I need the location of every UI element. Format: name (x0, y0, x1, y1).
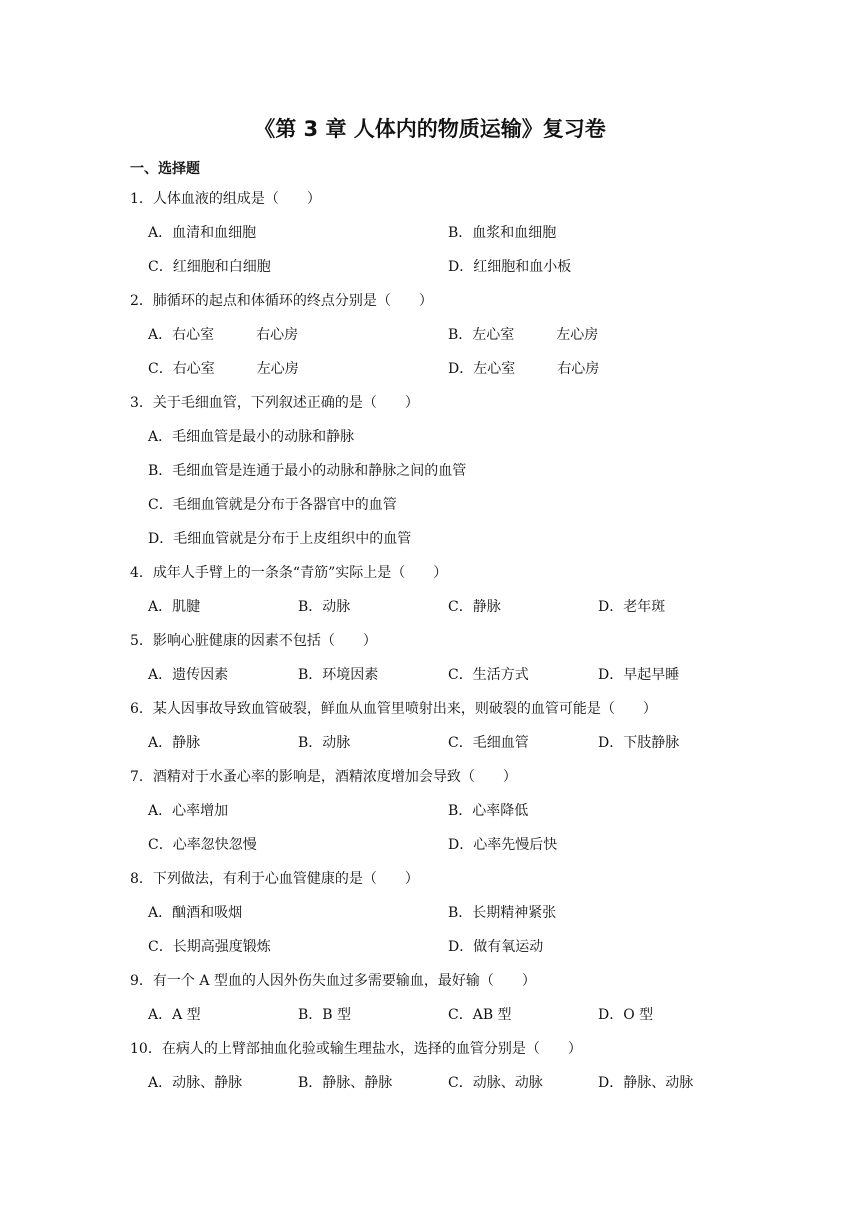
answer-option: C．静脉 (448, 599, 501, 615)
question-item (130, 563, 730, 631)
option-group (148, 1005, 730, 1039)
answer-option: B．心率降低 (448, 803, 529, 819)
option-group (148, 665, 730, 699)
question-item (130, 767, 730, 869)
answer-option: B．B 型 (298, 1007, 352, 1023)
question-item (130, 699, 730, 767)
answer-option: B．长期精神紧张 (448, 905, 557, 921)
answer-option: A．肌腱 (148, 599, 201, 615)
answer-option: D．红细胞和血小板 (448, 259, 572, 275)
option-group (148, 427, 730, 563)
answer-option: D．左心室 右心房 (448, 361, 600, 377)
section-heading: 一、选择题 (130, 161, 200, 177)
option-group (148, 733, 730, 767)
option-group (148, 903, 730, 971)
answer-option: C．毛细血管就是分布于各器官中的血管 (148, 497, 397, 513)
question-list (130, 189, 730, 1107)
answer-option: D．心率先慢后快 (448, 837, 558, 853)
option-group (148, 325, 730, 393)
answer-option: A．心率增加 (148, 803, 229, 819)
option-group (148, 801, 730, 869)
question-stem: 3．关于毛细血管，下列叙述正确的是（ ） (130, 395, 419, 411)
answer-option: B．环境因素 (298, 667, 379, 683)
page-title: 《第 3 章 人体内的物质运输》复习卷 (254, 117, 606, 141)
answer-option: C．生活方式 (448, 667, 529, 683)
question-stem: 4．成年人手臂上的一条条“青筋”实际上是（ ） (130, 565, 448, 581)
option-group (148, 1073, 730, 1107)
answer-option: A．动脉、静脉 (148, 1075, 243, 1091)
answer-option: C．右心室 左心房 (148, 361, 299, 377)
answer-option: C．毛细血管 (448, 735, 529, 751)
question-stem: 2．肺循环的起点和体循环的终点分别是（ ） (130, 293, 433, 309)
answer-option: B．毛细血管是连通于最小的动脉和静脉之间的血管 (148, 463, 467, 479)
answer-option: A．遗传因素 (148, 667, 229, 683)
answer-option: A．毛细血管是最小的动脉和静脉 (148, 429, 355, 445)
answer-option: D．静脉、动脉 (598, 1075, 694, 1091)
answer-option: B．动脉 (298, 735, 351, 751)
answer-option: D．老年斑 (598, 599, 666, 615)
question-item (130, 869, 730, 971)
answer-option: B．静脉、静脉 (298, 1075, 393, 1091)
question-item (130, 291, 730, 393)
answer-option: A．A 型 (148, 1007, 201, 1023)
answer-option: A．静脉 (148, 735, 201, 751)
answer-option: B．动脉 (298, 599, 351, 615)
question-item (130, 189, 730, 291)
answer-option: D．毛细血管就是分布于上皮组织中的血管 (148, 531, 412, 547)
question-stem: 8．下列做法，有利于心血管健康的是（ ） (130, 871, 419, 887)
question-stem: 7．酒精对于水蚤心率的影响是，酒精浓度增加会导致（ ） (130, 769, 517, 785)
question-item (130, 971, 730, 1039)
answer-option: B．血浆和血细胞 (448, 225, 557, 241)
answer-option: D．做有氧运动 (448, 939, 544, 955)
answer-option: D．早起早睡 (598, 667, 680, 683)
question-stem: 1．人体血液的组成是（ ） (130, 191, 321, 207)
answer-option: A．酗酒和吸烟 (148, 905, 243, 921)
answer-option: D．下肢静脉 (598, 735, 680, 751)
answer-option: C．AB 型 (448, 1007, 512, 1023)
answer-option: A．右心室 右心房 (148, 327, 299, 343)
question-stem: 5．影响心脏健康的因素不包括（ ） (130, 633, 377, 649)
question-stem: 10．在病人的上臂部抽血化验或输生理盐水，选择的血管分别是（ ） (130, 1041, 582, 1057)
answer-option: A．血清和血细胞 (148, 225, 257, 241)
answer-option: D．O 型 (598, 1007, 654, 1023)
question-stem: 6．某人因事故导致血管破裂，鲜血从血管里喷射出来，则破裂的血管可能是（ ） (130, 701, 657, 717)
option-group (148, 597, 730, 631)
answer-option: C．红细胞和白细胞 (148, 259, 271, 275)
answer-option: C．长期高强度锻炼 (148, 939, 271, 955)
question-item (130, 1039, 730, 1107)
question-stem: 9．有一个 A 型血的人因外伤失血过多需要输血，最好输（ ） (130, 973, 536, 989)
question-item (130, 631, 730, 699)
question-item (130, 393, 730, 563)
answer-option: B．左心室 左心房 (448, 327, 599, 343)
answer-option: C．心率忽快忽慢 (148, 837, 257, 853)
answer-option: C．动脉、动脉 (448, 1075, 543, 1091)
option-group (148, 223, 730, 291)
